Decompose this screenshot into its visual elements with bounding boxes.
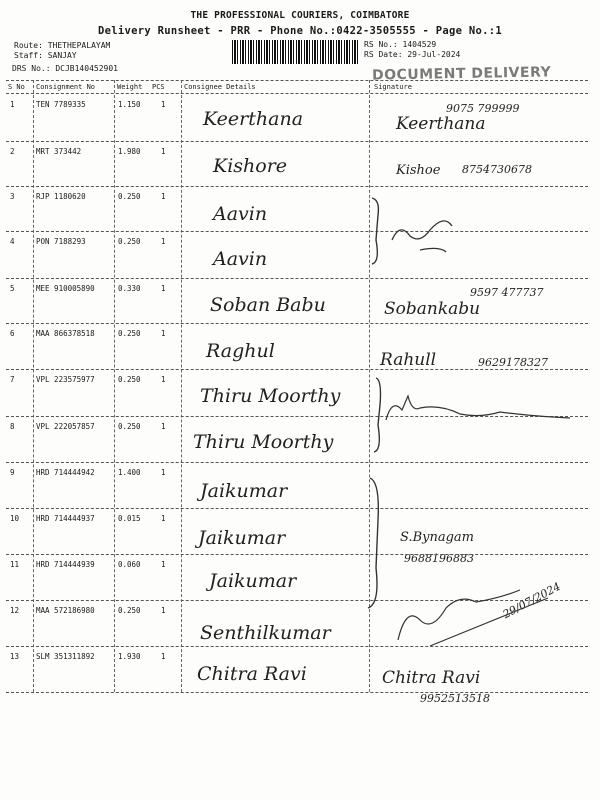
row-pcs: 1 <box>161 147 166 156</box>
row-weight: 0.330 <box>118 284 141 293</box>
row-signature-note: 9952513518 <box>420 692 490 705</box>
row-pcs: 1 <box>161 468 166 477</box>
row-consignment-no: RJP 1180620 <box>36 192 86 201</box>
row-signature-note: 8754730678 <box>462 163 532 176</box>
col-header-signature: Signature <box>374 83 412 91</box>
row-signature: Keerthana <box>396 114 486 134</box>
rs-date: RS Date: 29-Jul-2024 <box>364 50 461 59</box>
row-sno: 3 <box>10 192 15 201</box>
row-weight: 0.250 <box>118 422 141 431</box>
row-pcs: 1 <box>161 652 166 661</box>
brace-rows-7-8 <box>374 378 381 452</box>
col-header-sno: S No <box>8 83 25 91</box>
row-consignee-handwritten: Thiru Moorthy <box>193 431 334 453</box>
row-sno: 4 <box>10 237 15 246</box>
row-sno: 13 <box>10 652 20 661</box>
row-signature: Chitra Ravi <box>382 668 481 688</box>
signature-strike-12 <box>430 598 548 646</box>
row-pcs: 1 <box>161 284 166 293</box>
drs-number: DRS No.: DCJB140452901 <box>12 64 118 73</box>
route-label: Route: THETHEPALAYAM <box>14 41 111 50</box>
col-header-consignment: Consignment No <box>36 83 96 91</box>
row-weight: 0.250 <box>118 329 141 338</box>
row-consignee-handwritten: Thiru Moorthy <box>200 385 341 407</box>
row-sno: 9 <box>10 468 15 477</box>
row-weight: 1.150 <box>118 100 141 109</box>
row-consignee-handwritten: Chitra Ravi <box>197 663 307 685</box>
brace-rows-9-11 <box>368 478 378 608</box>
row-weight: 0.015 <box>118 514 141 523</box>
row-signature: Rahull <box>380 350 437 370</box>
row-signature-note: 9597 477737 <box>470 286 544 299</box>
row-weight: 1.400 <box>118 468 141 477</box>
row-consignee-handwritten: Jaikumar <box>198 527 286 549</box>
row-signature-note: 9629178327 <box>478 356 548 369</box>
row-pcs: 1 <box>161 237 166 246</box>
row-signature-note: 9688196883 <box>404 552 474 565</box>
row-consignee-handwritten: Kishore <box>213 155 288 177</box>
runsheet-title: Delivery Runsheet - PRR - Phone No.:0422-3505555 - Page No.:1 <box>98 25 502 37</box>
row-weight: 0.250 <box>118 606 141 615</box>
row-consignment-no: VPL 222057857 <box>36 422 95 431</box>
signature-scribble-3-4 <box>392 221 452 252</box>
row-consignment-no: MAA 572186980 <box>36 606 95 615</box>
row-sno: 12 <box>10 606 20 615</box>
row-pcs: 1 <box>161 514 166 523</box>
row-weight: 0.250 <box>118 375 141 384</box>
col-header-pcs: PCS <box>152 83 165 91</box>
row-consignment-no: SLM 351311892 <box>36 652 95 661</box>
row-consignment-no: HRD 714444939 <box>36 560 95 569</box>
row-consignment-no: HRD 714444937 <box>36 514 95 523</box>
col-header-weight: Weight <box>117 83 143 91</box>
document-delivery-stamp: DOCUMENT DELIVERY <box>371 64 552 84</box>
row-consignee-handwritten: Soban Babu <box>210 294 326 316</box>
row-pcs: 1 <box>161 192 166 201</box>
row-sno: 5 <box>10 284 15 293</box>
row-consignment-no: PON 7188293 <box>36 237 86 246</box>
row-pcs: 1 <box>161 329 166 338</box>
signature-scribble-12 <box>398 590 520 640</box>
row-consignee-handwritten: Jaikumar <box>209 570 297 592</box>
row-signature: S.Bynagam <box>400 530 474 545</box>
row-consignment-no: MRT 373442 <box>36 147 82 156</box>
brace-rows-3-4 <box>372 198 378 264</box>
row-weight: 1.930 <box>118 652 141 661</box>
row-weight: 0.250 <box>118 192 141 201</box>
row-signature-note: 29/07/2024 <box>500 579 563 622</box>
row-sno: 10 <box>10 514 20 523</box>
row-signature: Kishoe <box>396 163 441 178</box>
row-pcs: 1 <box>161 100 166 109</box>
row-weight: 0.060 <box>118 560 141 569</box>
row-sno: 11 <box>10 560 20 569</box>
col-header-consignee: Consignee Details <box>184 83 256 91</box>
row-sno: 2 <box>10 147 15 156</box>
row-sno: 8 <box>10 422 15 431</box>
row-pcs: 1 <box>161 606 166 615</box>
row-pcs: 1 <box>161 422 166 431</box>
row-consignee-handwritten: Senthilkumar <box>200 622 331 644</box>
row-sno: 7 <box>10 375 15 384</box>
rs-number: RS No.: 1404529 <box>364 40 437 49</box>
row-consignment-no: HRD 714444942 <box>36 468 95 477</box>
staff-label: Staff: SANJAY <box>14 51 77 60</box>
row-consignee-handwritten: Keerthana <box>203 108 304 130</box>
row-pcs: 1 <box>161 375 166 384</box>
company-name: THE PROFESSIONAL COURIERS, COIMBATORE <box>190 10 410 21</box>
row-pcs: 1 <box>161 560 166 569</box>
row-consignment-no: TEN 7789335 <box>36 100 86 109</box>
row-weight: 1.980 <box>118 147 141 156</box>
row-consignee-handwritten: Aavin <box>213 203 268 225</box>
row-consignment-no: VPL 223575977 <box>36 375 95 384</box>
row-signature-note: 9075 799999 <box>446 102 520 115</box>
row-consignee-handwritten: Aavin <box>213 248 268 270</box>
row-sno: 6 <box>10 329 15 338</box>
row-consignee-handwritten: Jaikumar <box>200 480 288 502</box>
row-consignment-no: MEE 910005890 <box>36 284 95 293</box>
row-consignee-handwritten: Raghul <box>206 340 275 362</box>
row-signature: Sobankabu <box>384 299 481 319</box>
signature-scribble-7-8 <box>386 396 570 420</box>
row-consignment-no: MAA 866378518 <box>36 329 95 338</box>
row-sno: 1 <box>10 100 15 109</box>
row-weight: 0.250 <box>118 237 141 246</box>
